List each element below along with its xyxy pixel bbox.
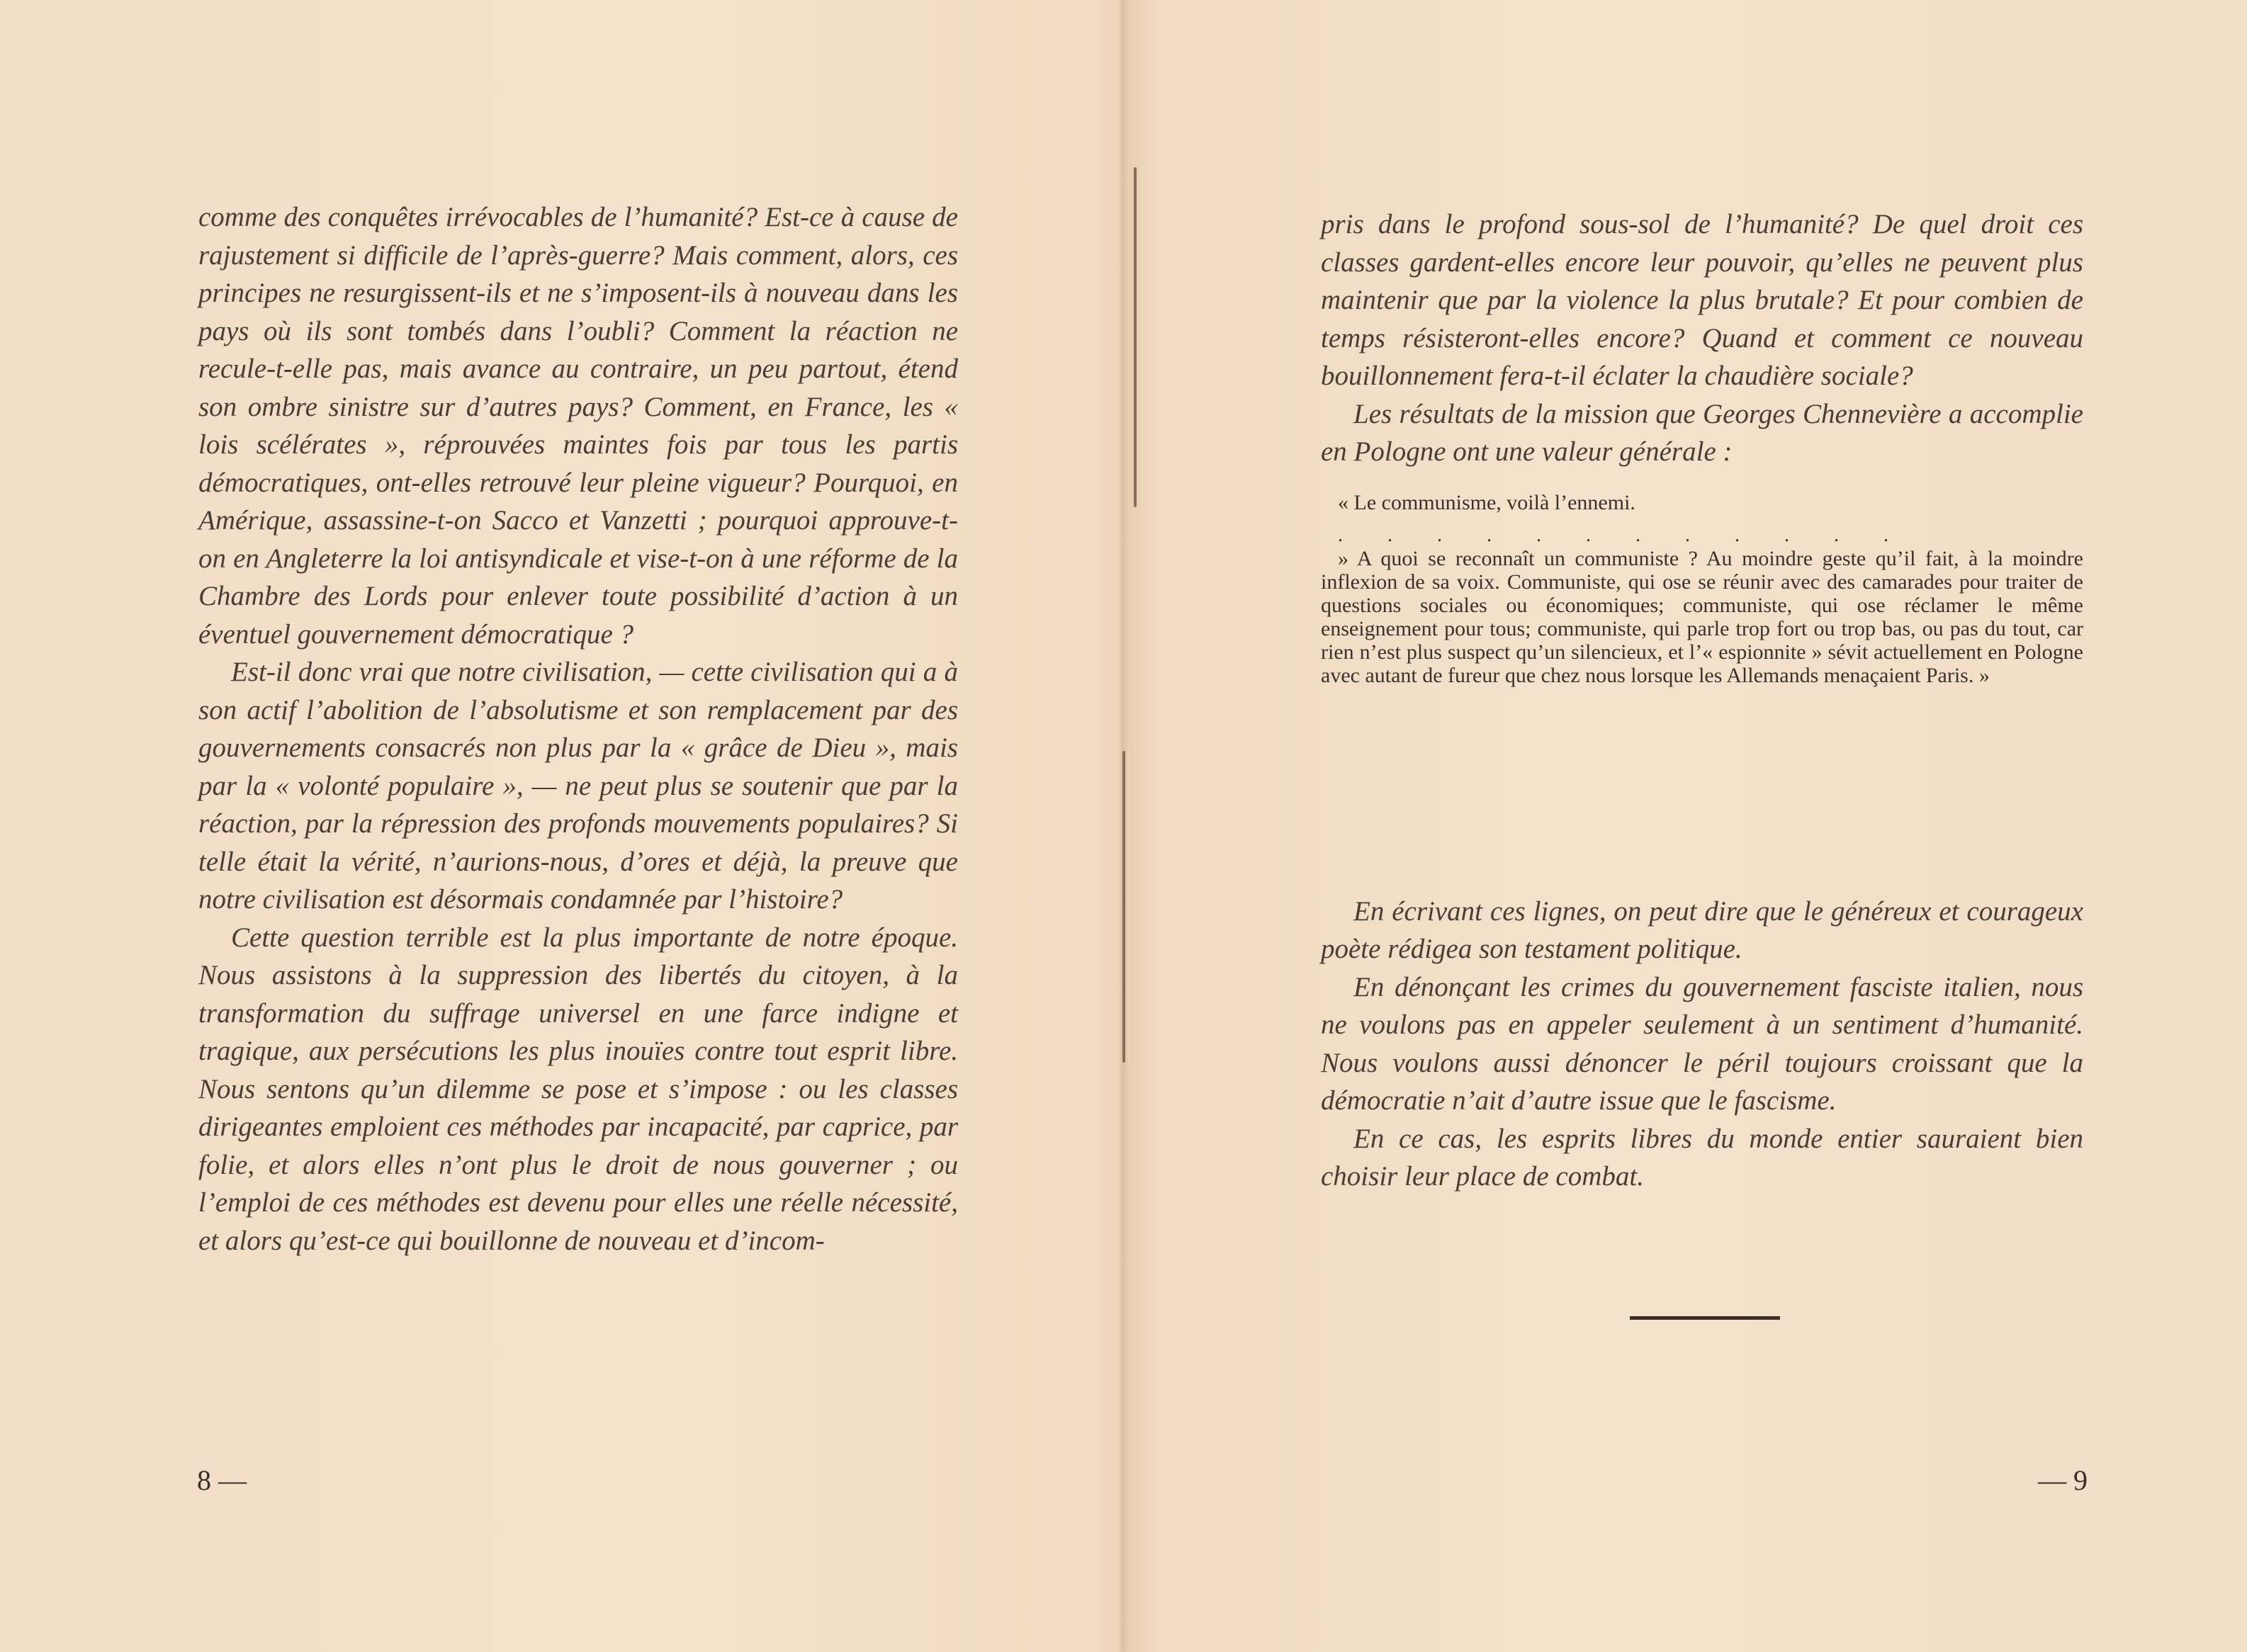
paragraph: pris dans le profond sous-sol de l’humanité? De quel droit ces classes gardent-elles encore leur pouvoir, qu’elles ne peuvent plus maintenir que par la violence la plus brutale? Et pour combien de temps résisteront-elles encore? Quand et comment ce nouveau bouillonnement fera-t-il éclater la chaudière sociale? (1321, 209, 2083, 391)
right-page (1321, 0, 2083, 1196)
paragraph: Cette question terrible est la plus importante de notre époque. Nous assistons à la suppression des libertés du citoyen, à la transformation du suffrage universel en une farce indigne et tragique, aux persécutions les plus inouïes contre tout esprit libre. Nous sentons qu’un dilemme se pose et s’impose : ou les classes dirigeantes emploient ces méthodes par incapacité, par caprice, par folie, et alors elles n’ont plus le droit de nous gouverner ; ou l’emploi de ces méthodes est devenu pour elles une réelle nécessité, et alors qu’est-ce qui bouillonne de nouveau et d’incom- (198, 922, 958, 1256)
page-number-right: — 9 (2038, 1464, 2088, 1496)
paragraph: En écrivant ces lignes, on peut dire que le généreux et courageux poète rédigea son testament politique. (1321, 895, 2083, 964)
right-page-text-after (1321, 893, 2083, 1196)
right-page-text (1321, 205, 2083, 471)
quote-paragraph: » A quoi se reconnaît un communiste ? Au moindre geste qu’il fait, à la moindre inflexion de sa voix. Communiste, qui ose se réunir avec des camarades pour traiter de questions sociales ou économiques; communiste, qui ose réclamer le même enseignement pour tous; communiste, qui parle trop fort ou trop bas, ou pas du tout, car rien n’est plus suspect qu’un silencieux, et l’« espionnite » sévit actuellement en Pologne avec autant de fureur que chez nous lorsque les Allemands menaçaient Paris. » (1321, 546, 2083, 687)
page-number-left: 8 — (197, 1464, 247, 1496)
paragraph: En ce cas, les esprits libres du monde entier sauraient bien choisir leur place de combat. (1321, 1123, 2083, 1192)
quote-line: « Le communisme, voilà l’ennemi. (1338, 490, 1635, 514)
left-page-text (198, 198, 958, 1260)
block-quote (1321, 491, 2083, 687)
closing-rule (1630, 1316, 1780, 1320)
paragraph: Les résultats de la mission que Georges Chennevière a accomplie en Pologne ont une valeur générale : (1321, 398, 2083, 467)
ellipsis-dots: . . . . . . . . . . . . (1338, 526, 1891, 544)
paragraph: En dénonçant les crimes du gouvernement fasciste italien, nous ne voulons pas en appeler seulement à un sentiment d’humanité. Nous voulons aussi dénoncer le péril toujours croissant que la démocratie n’ait d’autre issue que le fascisme. (1321, 971, 2083, 1116)
paragraph: comme des conquêtes irrévocables de l’humanité? Est-ce à cause de rajustement si difficile de l’après-guerre? Mais comment, alors, ces principes ne resurgissent-ils et ne s’imposent-ils à nouveau dans les pays où ils sont tombés dans l’oubli? Comment la réaction ne recule-t-elle pas, mais avance au contraire, un peu partout, étend son ombre sinistre sur d’autres pays? Comment, en France, les « lois scélérates », réprouvées maintes fois par tous les partis démocratiques, ont-elles retrouvé leur pleine vigueur? Pourquoi, en Amérique, assassine-t-on Sacco et Vanzetti ; pourquoi approuve-t-on en Angleterre la loi antisyndicale et vise-t-on à une réforme de la Chambre des Lords pour enlever toute possibilité d’action à un éventuel gouvernement démocratique ? (198, 202, 958, 650)
fold-mark (1122, 751, 1125, 1063)
left-page (198, 0, 958, 1260)
fold-mark (1134, 167, 1137, 507)
paragraph: Est-il donc vrai que notre civilisation, — cette civilisation qui a à son actif l’abolition de l’absolutisme et son remplacement par des gouvernements consacrés non plus par la « grâce de Dieu », mais par la « volonté populaire », — ne peut plus se soutenir que par la réaction, par la répression des profonds mouvements populaires? Si telle était la vérité, n’aurions-nous, d’ores et déjà, la preuve que notre civilisation est désormais condamnée par l’histoire? (198, 657, 958, 915)
